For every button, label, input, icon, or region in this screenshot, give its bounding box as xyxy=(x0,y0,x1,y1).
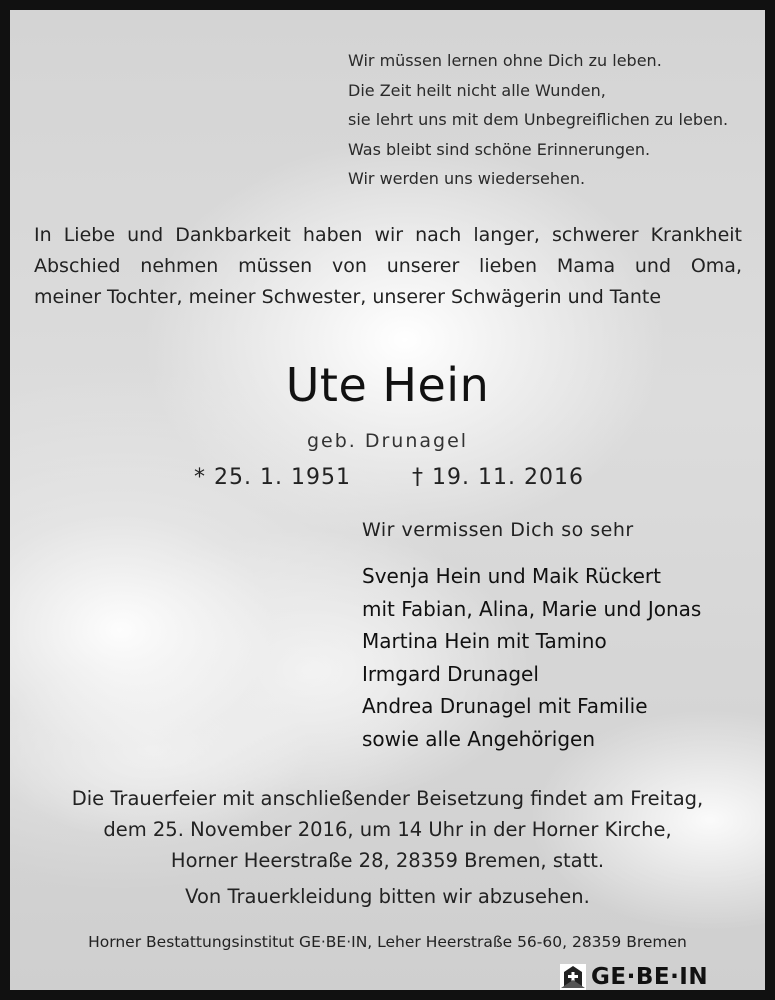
poem-line: Die Zeit heilt nicht alle Wunden, xyxy=(348,80,606,100)
family-list xyxy=(362,560,762,755)
family-line: Svenja Hein und Maik Rückert xyxy=(362,564,661,588)
notice-paper xyxy=(10,10,765,990)
service-info xyxy=(10,783,765,876)
intro-line: meiner Tochter, meiner Schwester, unserer Schwägerin und Tante xyxy=(34,286,662,308)
family-line: mit Fabian, Alina, Marie und Jonas xyxy=(362,596,702,621)
family-line: Andrea Drunagel mit Familie xyxy=(362,694,648,718)
logo-text: GE·BE·IN xyxy=(591,964,709,990)
service-line: Die Trauerfeier mit anschließender Beisetzung findet am Freitag, xyxy=(71,787,704,810)
intro-text xyxy=(34,220,742,313)
poem-line: sie lehrt uns mit dem Unbegreiflichen zu leben. xyxy=(348,110,729,129)
birth-name: geb. Drunagel xyxy=(306,430,469,452)
poem-line: Wir müssen lernen ohne Dich zu leben. xyxy=(348,51,662,70)
poem-line: Was bleibt sind schöne Erinnerungen. xyxy=(348,139,651,159)
gebein-logo xyxy=(560,964,708,990)
intro-line: In Liebe und Dankbarkeit haben wir nach langer, schwerer Krankheit xyxy=(34,224,742,246)
dress-note: Von Trauerkleidung bitten wir abzusehen. xyxy=(185,885,590,908)
miss-line: Wir vermissen Dich so sehr xyxy=(362,519,634,541)
family-line: Martina Hein mit Tamino xyxy=(362,629,607,653)
deceased-name: Ute Hein xyxy=(285,358,490,412)
undertaker-address: Horner Bestattungsinstitut GE·BE·IN, Leher Heerstraße 56-60, 28359 Bremen xyxy=(88,933,687,951)
service-line: Horner Heerstraße 28, 28359 Bremen, statt. xyxy=(170,849,605,872)
family-line: sowie alle Angehörigen xyxy=(362,726,595,751)
death-date: † 19. 11. 2016 xyxy=(412,465,584,490)
poem-line: Wir werden uns wiedersehen. xyxy=(348,169,586,188)
family-line: Irmgard Drunagel xyxy=(362,661,539,686)
poem xyxy=(348,46,758,194)
service-line: dem 25. November 2016, um 14 Uhr in der Horner Kirche, xyxy=(103,818,672,841)
intro-line: Abschied nehmen müssen von unserer lieben Mama und Oma, xyxy=(34,255,742,277)
gebein-logo-icon xyxy=(560,964,586,990)
birth-date: * 25. 1. 1951 xyxy=(194,465,351,490)
